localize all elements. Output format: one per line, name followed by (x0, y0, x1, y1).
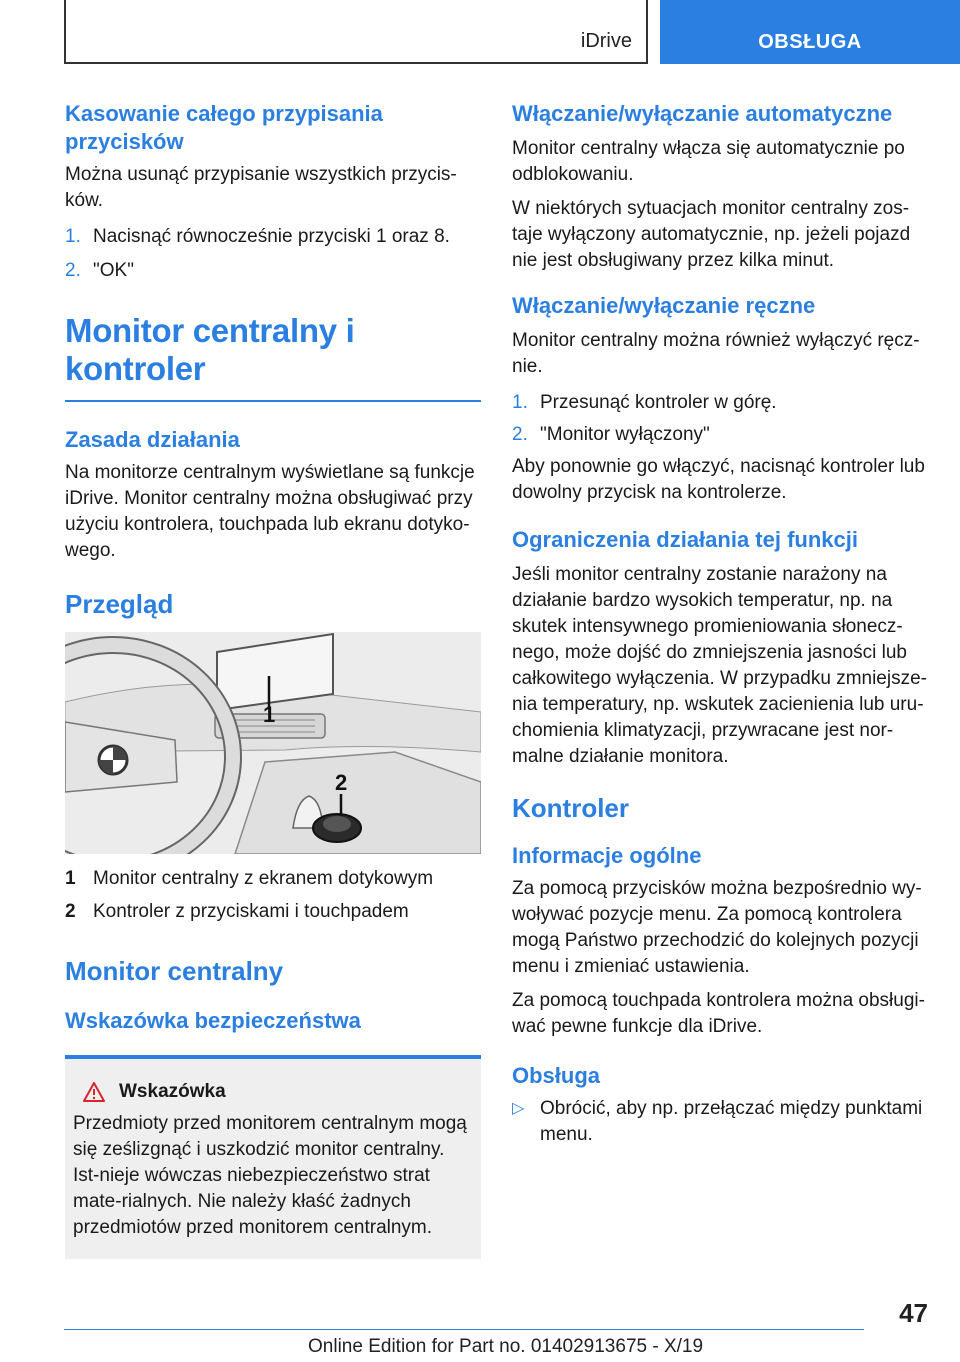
principle-text: Na monitorze centralnym wyświetlane są funkcje iDrive. Monitor centralny można obsługiwać przy użyciu kontrolera, touchpada lub ekranu dotyko-wego. (65, 462, 475, 561)
overview-heading: Przegląd (65, 589, 174, 619)
warning-header (73, 1081, 471, 1103)
monitor-heading: Monitor centralny (65, 956, 284, 986)
reset-text: Można usunąć przypisanie wszystkich przycis-ków. (65, 164, 457, 211)
footer-rule (64, 1329, 864, 1330)
manual-heading: Włączanie/wyłączanie ręczne (512, 293, 816, 318)
warning-box (65, 1055, 481, 1259)
step-number: 2. (65, 260, 81, 281)
header-section-box (64, 0, 648, 64)
limits-text: Jeśli monitor centralny zostanie narażony na działanie bardzo wysokich temperatur, np. na skutek intensywnego promieniowania słonecz-nego, może dojść do zmniejszenia jasności lub całkowitego wyłączenia. W przypadku zmniejsze-nia temperatury, np. wskutek zacienienia lub uru-chomienia klimatyzacji, przywracane jest nor-malne działanie monitora. (512, 564, 927, 767)
cockpit-illustration (65, 632, 481, 854)
legend-number: 2 (65, 901, 76, 922)
controller-heading: Kontroler (512, 793, 629, 823)
auto-heading: Włączanie/wyłączanie automatyczne (512, 101, 893, 126)
legend-item (65, 899, 481, 925)
header-section-title: iDrive (580, 30, 632, 52)
auto-paragraph-2: W niektórych sytuacjach monitor centralny zos-taje wyłączony automatycznie, np. jeżeli pojazd nie jest obsługiwany przez kilka minut. (512, 198, 911, 271)
reset-heading: Kasowanie całego przypisania przycisków (65, 101, 383, 154)
principle-heading: Zasada działania (65, 427, 240, 452)
legend-text: Monitor centralny z ekranem dotykowym (93, 868, 434, 889)
step-number: 2. (512, 424, 528, 445)
reset-step (65, 258, 481, 284)
general-heading: Informacje ogólne (512, 843, 702, 868)
operation-bullet (512, 1096, 928, 1148)
manual-step (512, 390, 928, 416)
legend-number: 1 (65, 868, 76, 889)
warning-title: Wskazówka (119, 1081, 226, 1102)
step-text: Przesunąć kontroler w górę. (540, 392, 777, 413)
footer-edition-text: Online Edition for Part no. 01402913675 - X/19 (308, 1336, 704, 1357)
callout-2: 2 (335, 770, 348, 795)
step-number: 1. (65, 226, 81, 247)
manual-text: Monitor centralny można również wyłączyć ręcz-nie. (512, 330, 920, 377)
general-paragraph-2: Za pomocą touchpada kontrolera można obsługi-wać pewne funkcje dla iDrive. (512, 990, 925, 1037)
step-text: Nacisnąć równocześnie przyciski 1 oraz 8. (93, 226, 450, 247)
step-number: 1. (512, 392, 528, 413)
auto-paragraph-1: Monitor centralny włącza się automatycznie po odblokowaniu. (512, 138, 905, 185)
warning-text: Przedmioty przed monitorem centralnym mogą się ześlizgnąć i uszkodzić monitor centralny. Ist-nieje wówczas niebezpieczeństwo strat mate-rialnych. Nie należy kłaść żadnych przedmiotów przed monitorem centralnym. (73, 1113, 467, 1238)
callout-1: 1 (263, 702, 276, 727)
bullet-text: Obrócić, aby np. przełączać między punktami menu. (540, 1098, 923, 1145)
legend-item (65, 866, 481, 892)
manual-step (512, 422, 928, 448)
left-column (65, 100, 481, 1259)
main-heading: Monitor centralny i kontroler (65, 312, 355, 387)
general-paragraph-1: Za pomocą przycisków można bezpośrednio wy-woływać pozycje menu. Za pomocą kontrolera mogą Państwo przechodzić do kolejnych pozycji menu i zmieniać ustawienia. (512, 878, 922, 977)
legend-text: Kontroler z przyciskami i touchpadem (93, 901, 409, 922)
cockpit-drawing (65, 632, 481, 854)
manual-after-text: Aby ponownie go włączyć, nacisnąć kontroler lub dowolny przycisk na kontrolerze. (512, 456, 925, 503)
step-text: "Monitor wyłączony" (540, 424, 710, 445)
limits-heading: Ograniczenia działania tej funkcji (512, 527, 858, 552)
right-column (512, 100, 928, 1148)
reset-step (65, 224, 481, 250)
safety-heading: Wskazówka bezpieczeństwa (65, 1008, 361, 1033)
header-chapter-tab: OBSŁUGA (660, 0, 960, 64)
main-heading-rule (65, 400, 481, 402)
step-text: "OK" (93, 260, 134, 281)
warning-triangle-icon (83, 1082, 105, 1102)
bullet-arrow-icon: ▷ (512, 1100, 525, 1117)
page-number: 47 (899, 1298, 928, 1328)
operation-heading: Obsługa (512, 1063, 601, 1088)
